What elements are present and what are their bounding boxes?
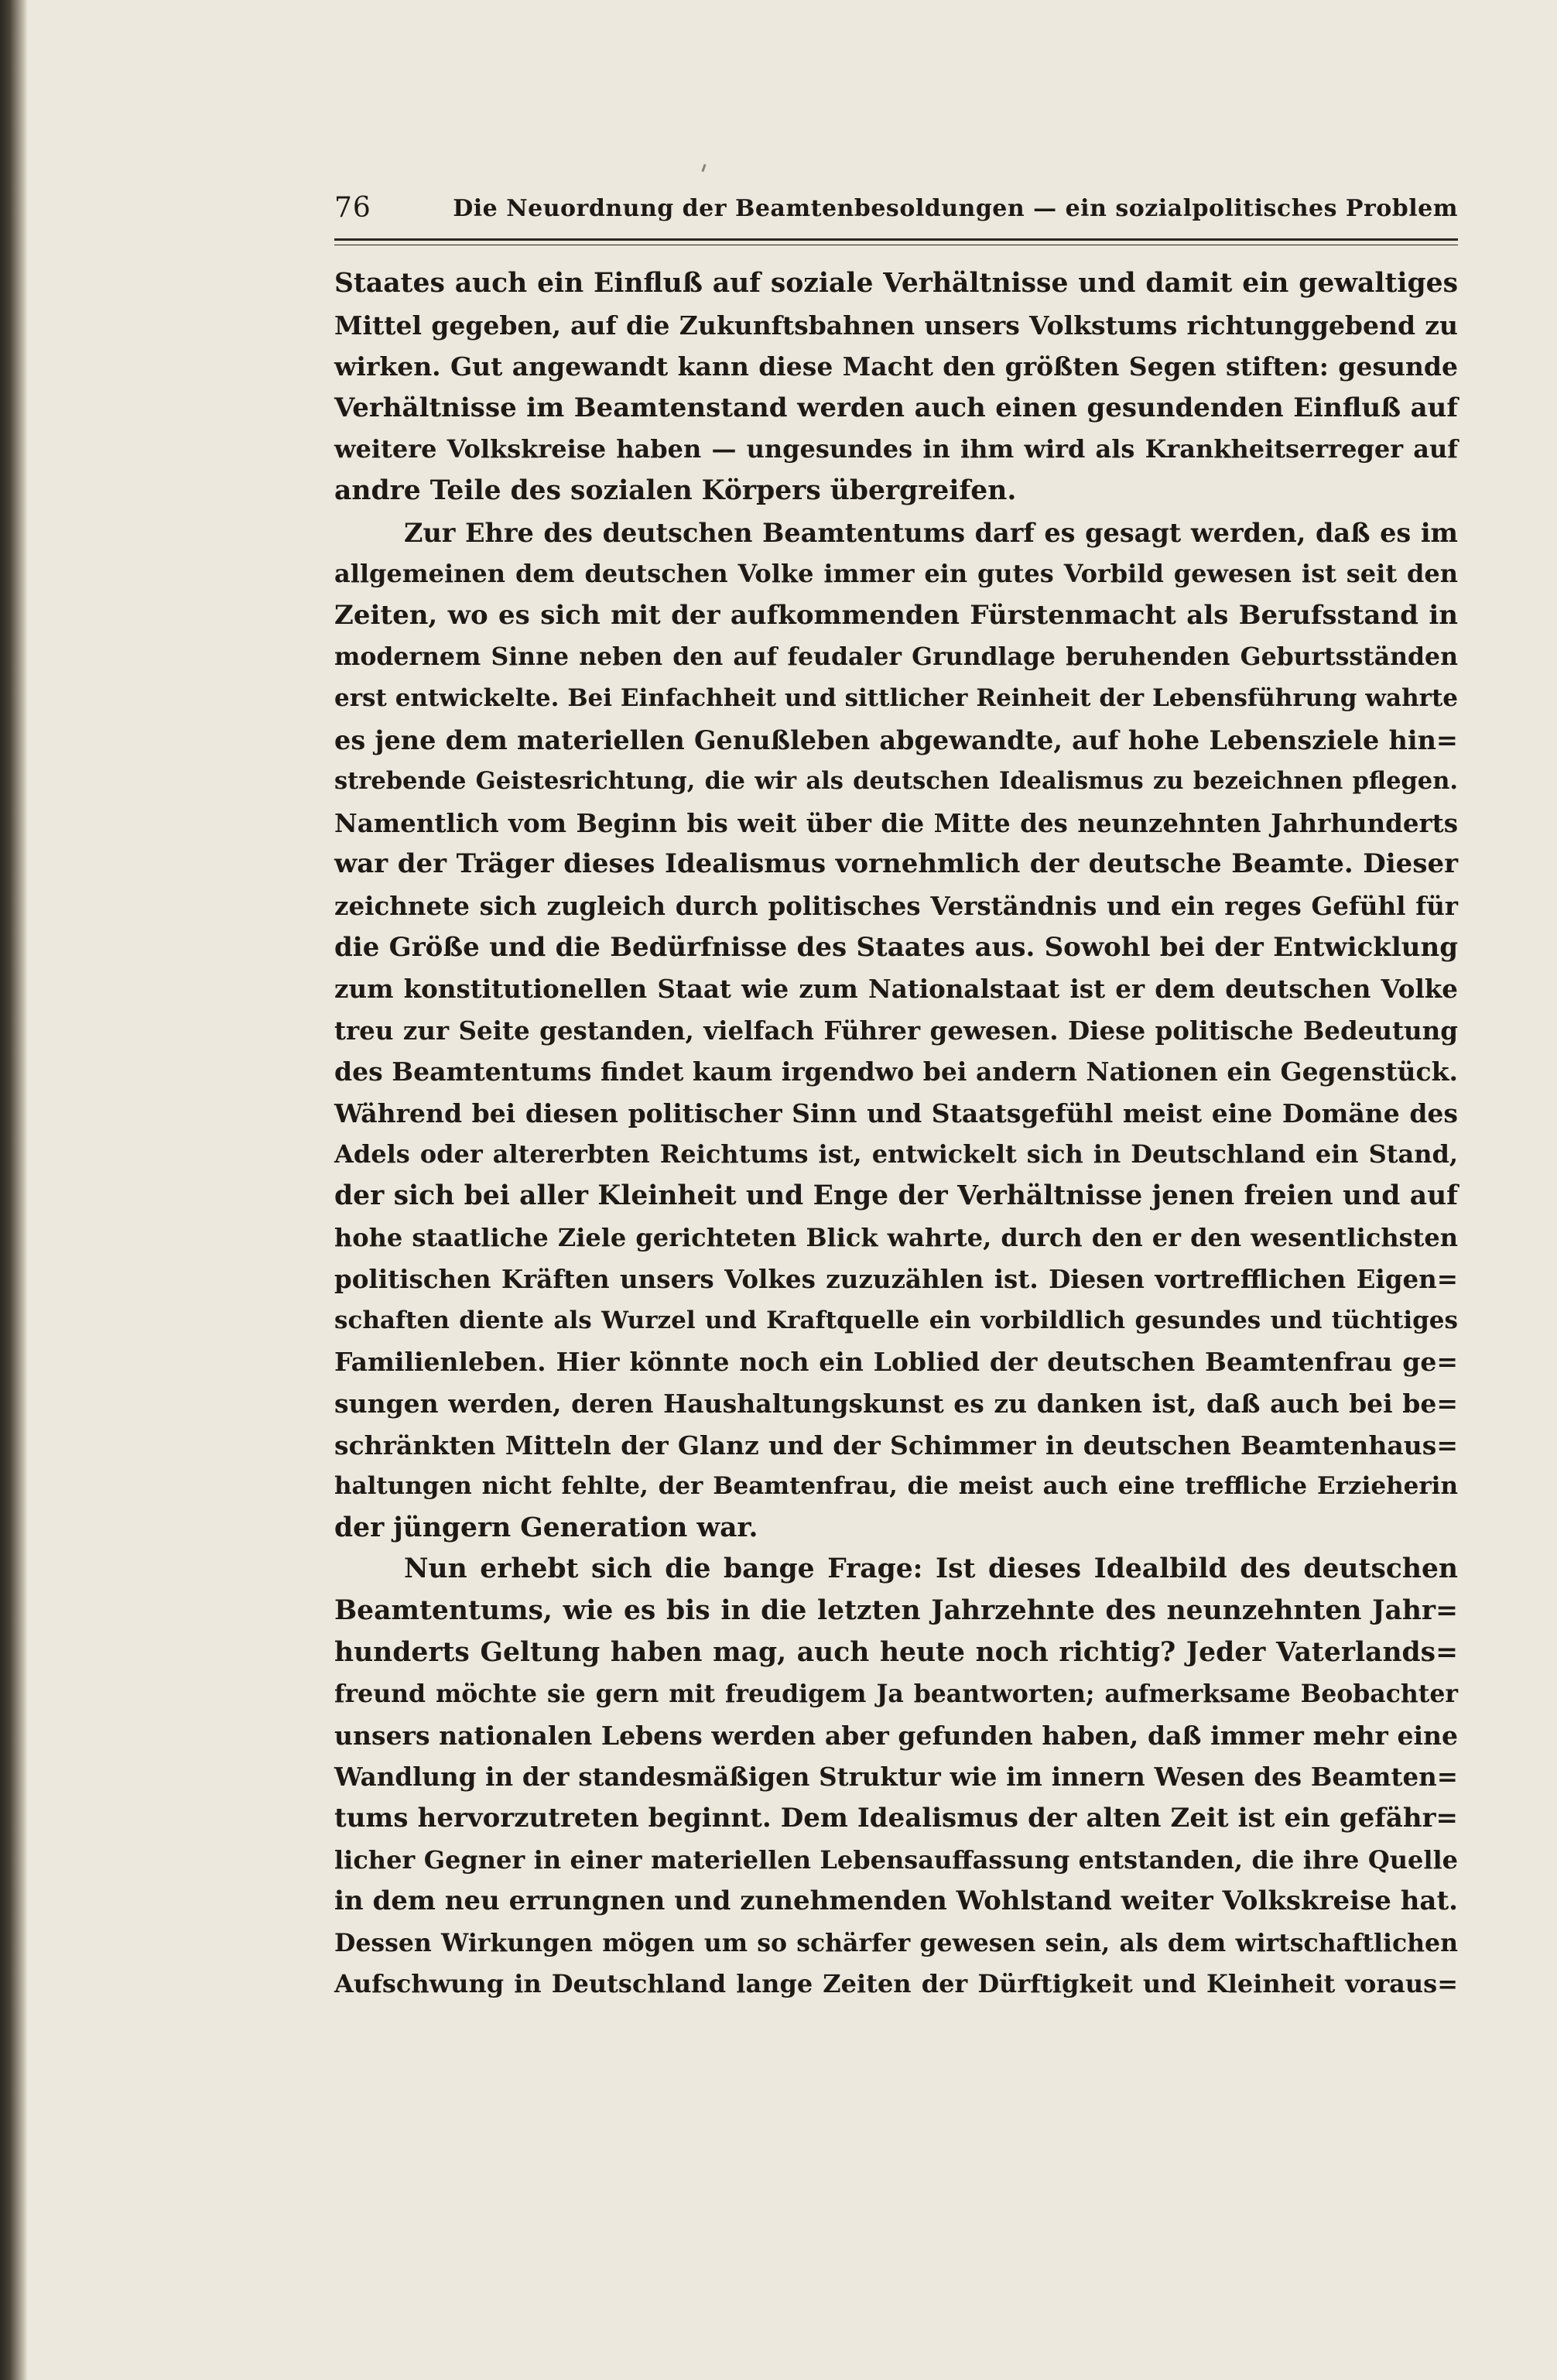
text-line: strebende Geistesrichtung, die wir als deutschen Idealismus zu bezeichnen pflegen.: [334, 767, 1458, 796]
header-rule-thick: [334, 238, 1458, 241]
text-line: Zeiten, wo es sich mit der aufkommenden Fürstenmacht als Berufsstand in: [334, 599, 1458, 631]
text-line: Während bei diesen politischer Sinn und Staatsgefühl meist eine Domäne des: [334, 1098, 1458, 1128]
text-line: Adels oder altererbten Reichtums ist, entwickelt sich in Deutschland ein Stand,: [334, 1139, 1458, 1169]
text-line: sungen werden, deren Haushaltungskunst es zu danken ist, daß auch bei be=: [334, 1389, 1458, 1419]
text-line: licher Gegner in einer materiellen Lebensauffassung entstanden, die ihre Quelle: [334, 1844, 1458, 1875]
text-line: modernem Sinne neben den auf feudaler Grundlage beruhenden Geburtsständen: [334, 642, 1458, 672]
text-line: Dessen Wirkungen mögen um so schärfer gewesen sein, als dem wirtschaftlichen: [334, 1928, 1458, 1957]
text-line: zeichnete sich zugleich durch politisches Verständnis und ein reges Gefühl für: [334, 890, 1458, 921]
page-number: 76: [334, 192, 371, 224]
text-line: war der Träger dieses Idealismus vornehmlich der deutsche Beamte. Dieser: [334, 848, 1458, 880]
body-text: [334, 263, 1458, 2005]
text-line: haltungen nicht fehlte, der Beamtenfrau, die meist auch eine treffliche Erzieherin: [334, 1472, 1458, 1501]
text-line: es jene dem materiellen Genußleben abgewandte, auf hohe Lebensziele hin=: [334, 724, 1458, 755]
text-line: in dem neu errungnen und zunehmenden Wohlstand weiter Volkskreise hat.: [334, 1885, 1458, 1917]
paper-speck: [701, 164, 706, 172]
text-line: Namentlich vom Beginn bis weit über die Mitte des neunzehnten Jahrhunderts: [334, 807, 1458, 838]
text-line: der jüngern Generation war.: [334, 1512, 758, 1543]
text-line: hohe staatliche Ziele gerichteten Blick wahrte, durch den er den wesentlichsten: [334, 1222, 1458, 1252]
running-title: Die Neuordnung der Beamtenbesoldungen — ein sozialpolitisches Problem: [453, 195, 1458, 222]
running-header: [334, 192, 1458, 235]
text-line: Familienleben. Hier könnte noch ein Loblied der deutschen Beamtenfrau ge=: [334, 1347, 1458, 1378]
text-line: zum konstitutionellen Staat wie zum Nationalstaat ist er dem deutschen Volke: [334, 974, 1458, 1005]
spine-shadow: [0, 0, 28, 2380]
text-line: freund möchte sie gern mit freudigem Ja beantworten; aufmerksame Beobachter: [334, 1680, 1458, 1709]
text-line: Beamtentums, wie es bis in die letzten Jahrzehnte des neunzehnten Jahr=: [334, 1595, 1458, 1626]
text-line: andre Teile des sozialen Körpers übergreifen.: [334, 474, 1017, 506]
text-line: die Größe und die Bedürfnisse des Staates aus. Sowohl bei der Entwicklung: [334, 931, 1458, 963]
text-line: wirken. Gut angewandt kann diese Macht den größten Segen stiften: gesunde: [334, 351, 1458, 382]
text-line: Verhältnisse im Beamtenstand werden auch einen gesundenden Einfluß auf: [334, 392, 1458, 423]
text-line: der sich bei aller Kleinheit und Enge der Verhältnisse jenen freien und auf: [334, 1180, 1458, 1212]
text-line: allgemeinen dem deutschen Volke immer ein gutes Vorbild gewesen ist seit den: [334, 559, 1458, 589]
text-line: weitere Volkskreise haben — ungesundes in ihm wird als Krankheitserreger auf: [334, 434, 1458, 464]
text-line: unsers nationalen Lebens werden aber gefunden haben, daß immer mehr eine: [334, 1720, 1458, 1751]
text-line: treu zur Seite gestanden, vielfach Führer gewesen. Diese politische Bedeutung: [334, 1015, 1458, 1046]
text-line: des Beamtentums findet kaum irgendwo bei andern Nationen ein Gegenstück.: [334, 1056, 1458, 1087]
text-line: Aufschwung in Deutschland lange Zeiten der Dürftigkeit und Kleinheit voraus=: [334, 1969, 1458, 1999]
text-line: Wandlung in der standesmäßigen Struktur wie im innern Wesen des Beamten=: [334, 1762, 1458, 1793]
text-line: Staates auch ein Einfluß auf soziale Verhältnisse und damit ein gewaltiges: [334, 268, 1458, 299]
text-line: hunderts Geltung haben mag, auch heute noch richtig? Jeder Vaterlands=: [334, 1636, 1458, 1668]
text-line: politischen Kräften unsers Volkes zuzuzählen ist. Diesen vortrefflichen Eigen=: [334, 1264, 1458, 1295]
text-line: Nun erhebt sich die bange Frage: Ist dieses Idealbild des deutschen: [404, 1553, 1458, 1585]
text-line: schaften diente als Wurzel und Kraftquelle ein vorbildlich gesundes und tüchtiges: [334, 1306, 1458, 1334]
text-line: Zur Ehre des deutschen Beamtentums darf es gesagt werden, daß es im: [404, 517, 1458, 548]
text-line: Mittel gegeben, auf die Zukunftsbahnen unsers Volkstums richtunggebend zu: [334, 310, 1458, 341]
text-line: tums hervorzutreten beginnt. Dem Idealismus der alten Zeit ist ein gefähr=: [334, 1802, 1458, 1834]
text-line: schränkten Mitteln der Glanz und der Schimmer in deutschen Beamtenhaus=: [334, 1430, 1458, 1461]
text-line: erst entwickelte. Bei Einfachheit und sittlicher Reinheit der Lebensführung wahrte: [334, 683, 1458, 712]
